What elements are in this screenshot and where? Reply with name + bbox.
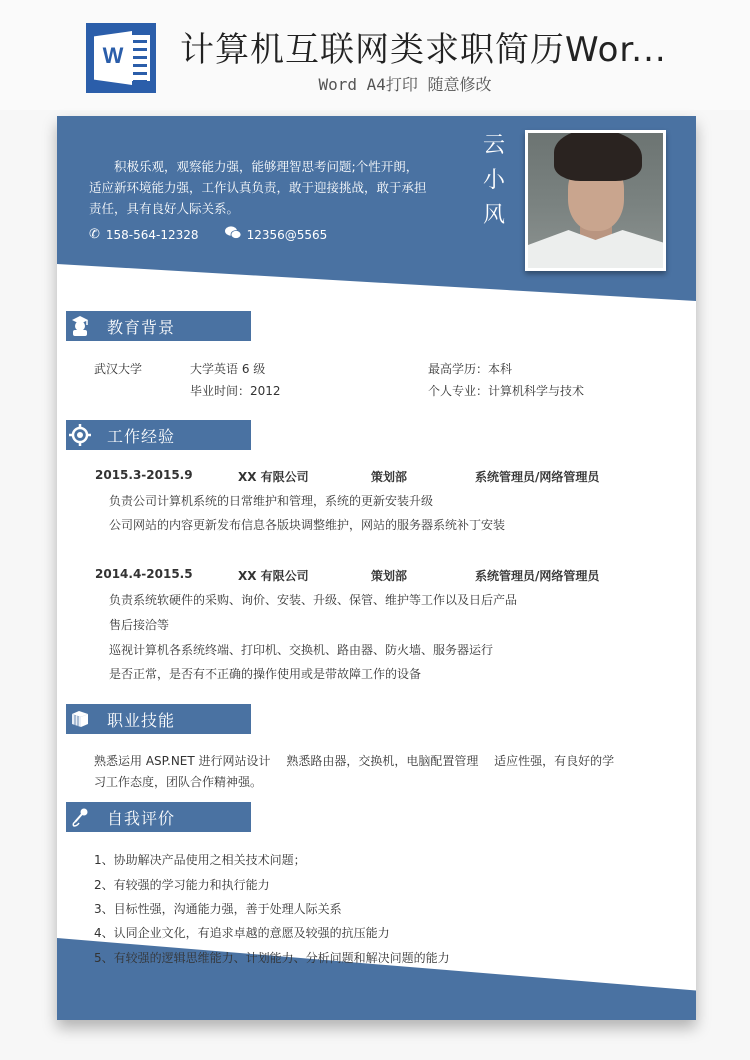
job-period: 2015.3-2015.9 (95, 468, 193, 482)
self-eval-item: 2、有较强的学习能力和执行能力 (94, 878, 270, 892)
job-dept: 策划部 (371, 470, 408, 484)
major: 个人专业：计算机科学与技术 (428, 384, 585, 398)
graduation-time: 毕业时间：2012 (190, 384, 281, 398)
job-company: XX 有限公司 (238, 470, 309, 484)
document-title: 计算机互联网类求职简历Wor... (180, 30, 667, 70)
job-duty: 巡视计算机各系统终端、打印机、交换机、路由器、防火墙、服务器运行 (109, 643, 494, 657)
job-company: XX 有限公司 (238, 569, 309, 583)
intro-text: 积极乐观，观察能力强，能够理智思考问题;个性开朗，适应新环境能力强，工作认真负责，敢于迎接挑战，敢于承担责任，具有良好人际关系。 (89, 159, 427, 216)
self-eval-item: 5、有较强的逻辑思维能力、计划能力、分析问题和解决问题的能力 (94, 951, 450, 965)
job-duty: 是否正常，是否有不正确的操作使用或是带故障工作的设备 (109, 667, 422, 681)
job-role: 系统管理员/网络管理员 (475, 470, 600, 484)
wechat-icon (225, 226, 241, 243)
job-duty: 负责系统软硬件的采购、询价、安装、升级、保管、维护等工作以及日后产品 (109, 593, 518, 607)
graduate-icon (67, 311, 93, 341)
job-duty: 售后接洽等 (109, 618, 170, 632)
profile-photo (525, 130, 666, 271)
section-header-self-eval: 自我评价 (66, 802, 251, 832)
self-eval-item: 4、认同企业文化，有追求卓越的意愿及较强的抗压能力 (94, 926, 390, 940)
english-level: 大学英语 6 级 (190, 362, 266, 376)
preview-banner (0, 0, 750, 110)
skills-line: 习工作态度，团队合作精神强。 (94, 775, 263, 789)
skills-line: 熟悉运用 ASP.NET 进行网站设计 熟悉路由器，交换机，电脑配置管理 适应性强，有良好的学 (94, 754, 615, 768)
self-eval-item: 1、协助解决产品使用之相关技术问题； (94, 853, 306, 867)
wechat-id: 12356@5565 (246, 227, 328, 242)
section-header-education: 教育背景 (66, 311, 251, 341)
books-icon (67, 704, 93, 734)
document-subtitle: Word A4打印 随意修改 (318, 75, 492, 94)
job-duty: 公司网站的内容更新发布信息各版块调整维护，网站的服务器系统补丁安装 (109, 518, 506, 532)
word-icon: W (86, 23, 156, 93)
section-header-experience: 工作经验 (66, 420, 251, 450)
resume-page (57, 116, 696, 1020)
job-period: 2014.4-2015.5 (95, 567, 193, 581)
candidate-name: 云 小 风 (482, 133, 505, 228)
job-role: 系统管理员/网络管理员 (475, 569, 600, 583)
highest-degree: 最高学历：本科 (428, 362, 513, 376)
phone-number: 158-564-12328 (105, 227, 199, 242)
contact-row (89, 226, 327, 243)
target-icon (67, 420, 93, 450)
job-dept: 策划部 (371, 569, 408, 583)
microphone-icon (67, 802, 93, 832)
phone-icon: ✆ (89, 227, 100, 242)
job-duty: 负责公司计算机系统的日常维护和管理，系统的更新安装升级 (109, 494, 434, 508)
section-header-skills: 职业技能 (66, 704, 251, 734)
self-eval-item: 3、目标性强，沟通能力强，善于处理人际关系 (94, 902, 342, 916)
school-name: 武汉大学 (94, 362, 143, 376)
